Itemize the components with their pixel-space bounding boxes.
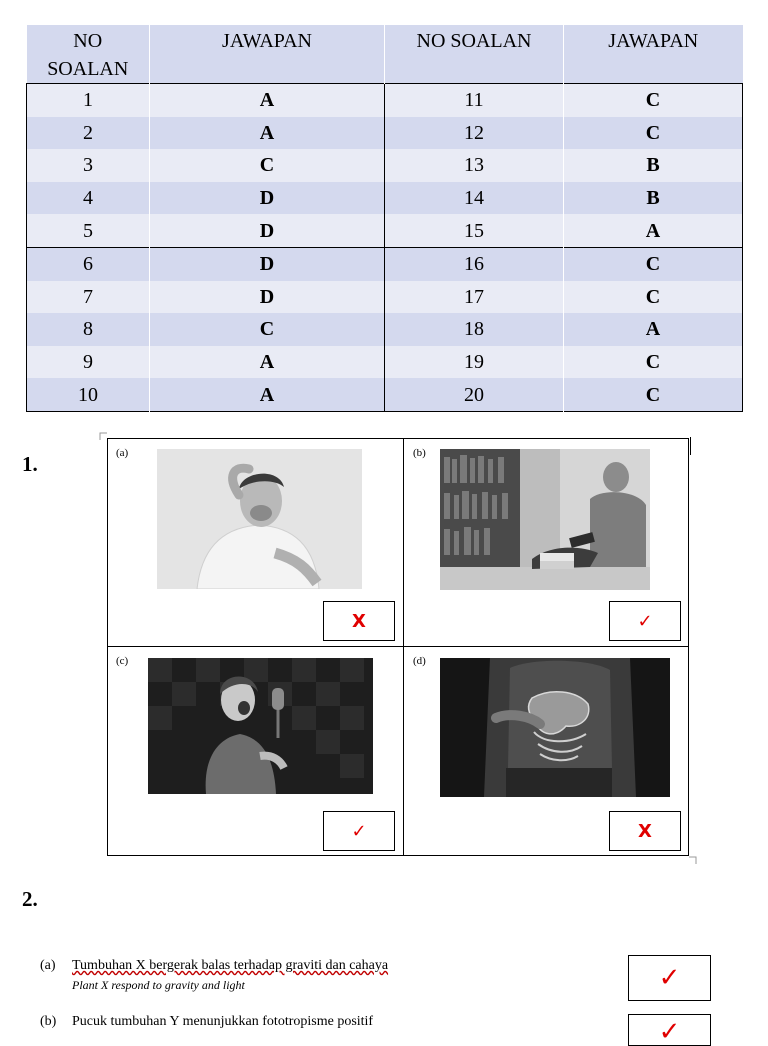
check-icon: ✓ xyxy=(637,610,653,632)
question-2-number: 2. xyxy=(22,887,38,911)
statement-a-label: (a) xyxy=(40,958,56,973)
answer-letter: C xyxy=(564,346,743,379)
question-number: 1 xyxy=(27,84,150,117)
question-number: 5 xyxy=(27,214,150,247)
answer-letter: D xyxy=(150,247,385,280)
question-number: 3 xyxy=(27,149,150,182)
question-1-number: 1. xyxy=(22,452,38,476)
photo-woman-singing-into-microphone xyxy=(148,658,373,794)
statement-a-mark-box xyxy=(628,955,711,1001)
grid-divider-vertical xyxy=(403,439,404,855)
table-row xyxy=(27,346,743,379)
table-header-row xyxy=(27,25,743,84)
answer-letter: D xyxy=(150,214,385,247)
statement-a-malay-text: Tumbuhan X bergerak balas terhadap graviti dan cahaya xyxy=(72,958,389,973)
cell-d-label: (d) xyxy=(413,655,426,667)
answer-letter: C xyxy=(564,247,743,280)
answer-letter: C xyxy=(564,117,743,150)
question-number: 19 xyxy=(385,346,564,379)
question-1-image-grid xyxy=(107,438,689,856)
check-icon: ✓ xyxy=(351,820,367,842)
table-row xyxy=(27,84,743,117)
cell-b-label: (b) xyxy=(413,447,426,459)
answer-letter: A xyxy=(150,117,385,150)
table-row xyxy=(27,247,743,280)
question-number: 14 xyxy=(385,182,564,215)
cursor-line xyxy=(690,437,691,455)
photo-man-reading-in-library xyxy=(440,449,650,590)
answer-table xyxy=(26,25,743,412)
header-answer-2: JAWAPAN xyxy=(564,25,743,84)
answer-letter: A xyxy=(150,378,385,411)
check-icon: ✓ xyxy=(658,1017,681,1046)
question-number: 12 xyxy=(385,117,564,150)
question-number: 15 xyxy=(385,214,564,247)
table-row xyxy=(27,182,743,215)
photo-stomach-digestion xyxy=(440,658,670,797)
statement-b-label: (b) xyxy=(40,1014,57,1029)
crop-mark-top-left xyxy=(99,432,107,440)
question-number: 4 xyxy=(27,182,150,215)
answer-letter: C xyxy=(564,281,743,314)
cross-icon: X xyxy=(638,820,652,842)
statement-b-mark-box xyxy=(628,1014,711,1046)
answer-letter: A xyxy=(150,346,385,379)
answer-letter: B xyxy=(564,182,743,215)
question-number: 9 xyxy=(27,346,150,379)
question-number: 17 xyxy=(385,281,564,314)
table-row xyxy=(27,313,743,346)
question-number: 18 xyxy=(385,313,564,346)
crop-mark-bottom-right xyxy=(689,856,697,864)
cell-a-label: (a) xyxy=(116,447,129,459)
cell-a-mark-box xyxy=(323,601,395,641)
question-number: 8 xyxy=(27,313,150,346)
answer-letter: A xyxy=(150,84,385,117)
header-answer-1: JAWAPAN xyxy=(150,25,385,84)
cell-c-label: (c) xyxy=(116,655,129,667)
answer-letter: C xyxy=(564,378,743,411)
cross-icon: X xyxy=(352,610,366,632)
question-number: 16 xyxy=(385,247,564,280)
answer-letter: C xyxy=(564,84,743,117)
question-number: 11 xyxy=(385,84,564,117)
question-number: 20 xyxy=(385,378,564,411)
question-number: 13 xyxy=(385,149,564,182)
question-number: 2 xyxy=(27,117,150,150)
answer-letter: C xyxy=(150,149,385,182)
answer-letter: B xyxy=(564,149,743,182)
question-number: 10 xyxy=(27,378,150,411)
table-row xyxy=(27,149,743,182)
table-row xyxy=(27,281,743,314)
table-row xyxy=(27,117,743,150)
statement-a-english-text: Plant X respond to gravity and light xyxy=(72,978,245,992)
grid-divider-horizontal xyxy=(108,646,688,647)
check-icon: ✓ xyxy=(658,963,681,993)
answer-letter: C xyxy=(150,313,385,346)
answer-letter: D xyxy=(150,182,385,215)
header-question-no-2: NO SOALAN xyxy=(385,25,564,84)
header-question-no-1: NO SOALAN xyxy=(27,25,150,84)
table-row xyxy=(27,214,743,247)
cell-c-mark-box xyxy=(323,811,395,851)
table-row xyxy=(27,378,743,411)
answer-letter: D xyxy=(150,281,385,314)
answer-letter: A xyxy=(564,313,743,346)
answer-letter: A xyxy=(564,214,743,247)
question-number: 7 xyxy=(27,281,150,314)
question-number: 6 xyxy=(27,247,150,280)
cell-b-mark-box xyxy=(609,601,681,641)
statement-b-malay-text: Pucuk tumbuhan Y menunjukkan fototropisme positif xyxy=(72,1014,374,1029)
cell-d-mark-box xyxy=(609,811,681,851)
photo-man-yawning xyxy=(157,449,362,589)
